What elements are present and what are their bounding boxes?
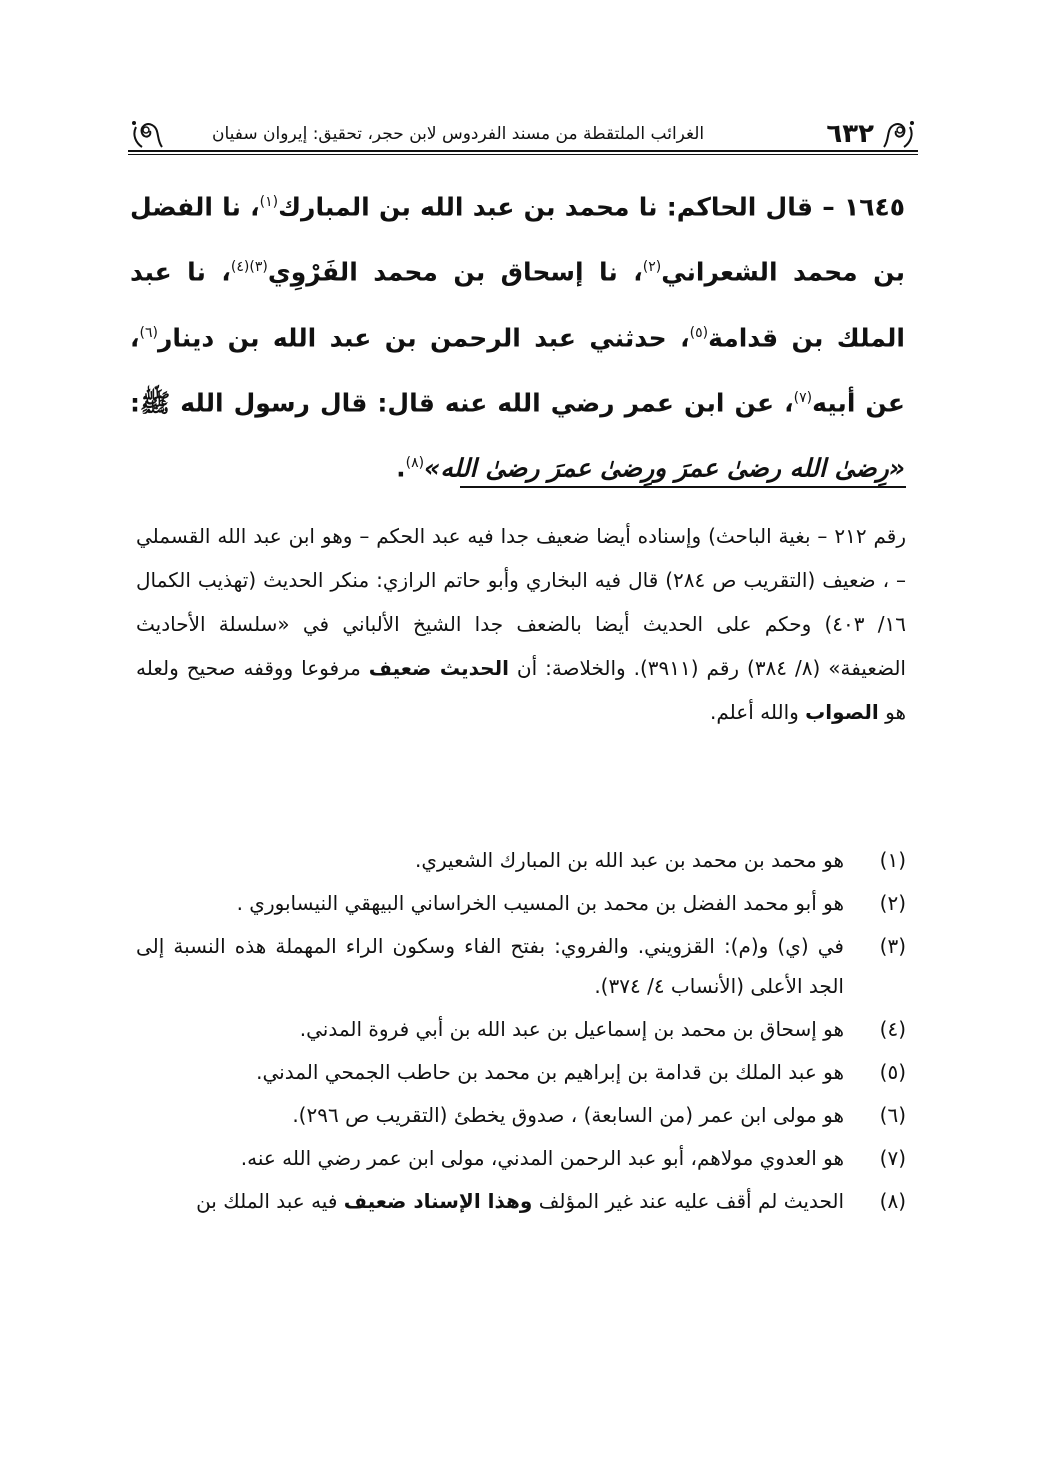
footnote-ref[interactable]: (٧) — [793, 389, 813, 406]
footnote-ref[interactable]: (١) — [259, 194, 279, 210]
footnote-text: في (ي) و(م): القزويني. والفروي: بفتح الفاء وسكون الراء المهملة هذه النسبة إلى الجد الأعلى (الأنساب ٤/ ٣٧٤). — [136, 934, 844, 998]
footnote-number: (٣) — [879, 934, 906, 958]
commentary-emphasis: الصواب — [805, 700, 879, 724]
footnote-number: (٢) — [879, 891, 906, 915]
footnote-number: (٦) — [879, 1103, 906, 1127]
footnote-emphasis: وهذا الإسناد ضعيف — [343, 1189, 533, 1213]
footnote-text-part: فيه عبد الملك بن — [196, 1189, 344, 1213]
footnote-separator — [460, 486, 906, 488]
commentary-text: رقم ٢١٢ – بغية الباحث) وإسناده أيضا ضعيف جدا فيه عبد الحكم – وهو ابن عبد الله القسملي – ، ضعيف (التقريب ص ٢٨٤) قال فيه البخاري وأبو حاتم الرازي: منكر الحديث (تهذيب الكمال ١٦/ ٤٠٣) وحكم على الحديث أيضا بالضعف جدا الشيخ الألباني في «سلسلة الأحاديث الضعيفة» (٨/ ٣٨٤) رقم (٣٩١١). والخلاصة: أن — [136, 524, 906, 680]
footnote-number: (٨) — [879, 1189, 906, 1213]
footnote-number: (٥) — [879, 1060, 906, 1084]
page-ornament-icon — [880, 117, 918, 151]
commentary-text: والله أعلم. — [710, 700, 806, 724]
header-rule-thin — [128, 154, 918, 155]
footnote-text — [136, 1181, 856, 1221]
footnote-text: هو محمد بن محمد بن عبد الله بن المبارك الشعيري. — [414, 848, 844, 872]
footnote-item — [136, 1052, 906, 1092]
footnote-item — [136, 1009, 906, 1049]
hadith-paragraph — [130, 172, 905, 499]
hadith-text: ، عن أبيه — [130, 322, 905, 418]
hadith-text: ، نا عبد الملك بن قدامة — [130, 257, 905, 352]
footnote-item — [136, 840, 906, 880]
commentary-paragraph — [136, 514, 906, 734]
hadith-end: . — [396, 453, 406, 483]
hadith-text: ، عن ابن عمر رضي الله عنه قال: قال رسول الله ﷺ: — [130, 388, 794, 418]
footnote-number: (٤) — [879, 1017, 906, 1041]
footnote-ref[interactable]: (٢) — [642, 259, 662, 276]
footnote-text: هو مولى ابن عمر (من السابعة) ، صدوق يخطئ (التقريب ص ٢٩٦). — [292, 1103, 844, 1127]
header-rule — [128, 150, 918, 152]
page-number: ٦٣٢ — [826, 119, 874, 149]
commentary-emphasis: الحديث ضعيف — [368, 656, 509, 680]
hadith-text: ، نا إسحاق بن محمد الفَرْوِي — [267, 257, 643, 287]
footnote-text: هو أبو محمد الفضل بن محمد بن المسيب الخراساني البيهقي النيسابوري . — [236, 891, 844, 915]
hadith-text: ، نا الفضل بن محمد الشعراني — [130, 192, 905, 287]
prophetic-saying: «رِضىٰ الله رضىٰ عمرَ ورِضىٰ عمرَ رضىٰ الله» — [424, 453, 905, 483]
footnotes-list — [136, 840, 906, 1224]
hadith-text: ، حدثني عبد الرحمن بن عبد الله بن دينار — [157, 322, 690, 352]
commentary-text: مرفوعا ووقفه صحيح ولعله هو — [136, 656, 906, 724]
footnote-item — [136, 926, 906, 1006]
footnote-text: هو عبد الملك بن قدامة بن إبراهيم بن محمد بن حاطب الجمحي المدني. — [256, 1060, 844, 1084]
footnote-text: هو العدوي مولاهم، أبو عبد الرحمن المدني، مولى ابن عمر رضي الله عنه. — [240, 1146, 844, 1170]
footnote-item — [136, 883, 906, 923]
footnote-ref[interactable]: (٥) — [689, 324, 709, 341]
footnote-item — [136, 1138, 906, 1178]
footnote-text-part: الحديث لم أقف عليه عند غير المؤلف — [532, 1189, 844, 1213]
footnote-text: هو إسحاق بن محمد بن إسماعيل بن عبد الله بن أبي فروة المدني. — [299, 1017, 844, 1041]
header-ornament-icon — [128, 117, 166, 151]
footnote-ref[interactable]: (٨) — [405, 455, 425, 472]
footnote-number: (٧) — [879, 1146, 906, 1170]
footnote-ref[interactable]: (٣)(٤) — [230, 259, 268, 276]
hadith-text: ١٦٤٥ – قال الحاكم: نا محمد بن عبد الله بن المبارك — [278, 192, 906, 222]
running-header — [128, 114, 918, 154]
footnote-number: (١) — [879, 848, 906, 872]
footnote-item — [136, 1095, 906, 1135]
footnote-ref[interactable]: (٦) — [139, 324, 158, 341]
header-title: الغرائب الملتقطة من مسند الفردوس لابن حجر، تحقيق: إيروان سفيان — [212, 124, 705, 144]
footnote-item — [136, 1181, 906, 1221]
